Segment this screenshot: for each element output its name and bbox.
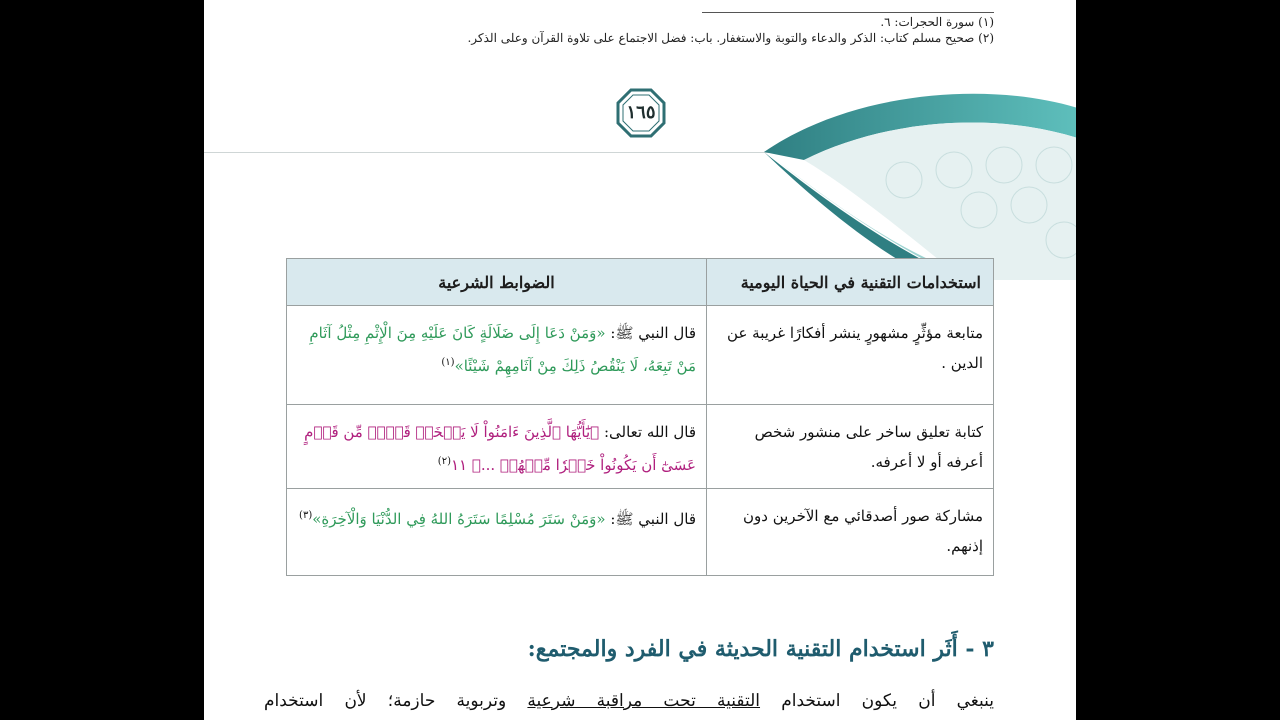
hadith-quote: «وَمَنْ دَعَا إِلَى ضَلَالَةٍ كَانَ عَلَيْهِ مِنَ الْإِثْمِ مِثْلُ آثَامِ مَنْ تَبِعَهُ، لَا يَنْقُصُ ذَلِكَ مِنْ آثَامِهِمْ شَيْئًا» — [309, 324, 696, 375]
body-text-end: وتربوية حازمة؛ لأن استخدام — [264, 691, 507, 711]
footnote-ref: (٣) — [299, 510, 313, 521]
hadith-quote: «وَمَنْ سَتَرَ مُسْلِمًا سَتَرَهُ اللهُ فِي الدُّنْيَا وَالْآخِرَةِ» — [312, 510, 606, 528]
table-row — [287, 489, 994, 576]
header-rules: الضوابط الشرعية — [287, 259, 707, 306]
usage-rules-table — [286, 258, 994, 576]
page-number: ١٦٥ — [626, 102, 656, 123]
table-row — [287, 306, 994, 405]
rule-cell — [287, 306, 707, 405]
footnote-2: (٢) صحيح مسلم كتاب: الذكر والدعاء والتوبة والاستغفار. باب: فضل الاجتماع على تلاوة القرآن وعلى الذكر. — [467, 31, 994, 45]
quran-quote: ﴿يَٰٓأَيُّهَا ٱلَّذِينَ ءَامَنُواْ لَا يَسۡخَرۡ قَوۡمٞ مِّن قَوۡمٍ عَسَىٰٓ أَن يَكُونُواْ خَيۡرٗا مِّنۡهُمۡ ...﴾ ١١ — [304, 423, 696, 474]
rule-intro: قال النبي ﷺ: — [610, 510, 696, 528]
header-usage: استخدامات التقنية في الحياة اليومية — [707, 259, 994, 306]
footnote-ref: (٢) — [437, 456, 451, 467]
rule-cell — [287, 405, 707, 489]
page-number-badge — [616, 88, 666, 138]
section-heading: ٣ - أَثَر استخدام التقنية الحديثة في الفرد والمجتمع: — [527, 636, 994, 662]
decorative-arch-icon — [764, 80, 1076, 280]
rule-intro: قال النبي ﷺ: — [610, 324, 696, 342]
footnote-1: (١) سورة الحجرات: ٦. — [880, 15, 994, 29]
body-text-start: ينبغي أن يكون استخدام — [781, 691, 995, 711]
body-text-underlined: التقنية تحت مراقبة شرعية — [527, 691, 761, 711]
usage-cell: كتابة تعليق ساخر على منشور شخص أعرفه أو لا أعرفه. — [707, 405, 994, 489]
usage-cell: متابعة مؤثِّرٍ مشهورٍ ينشر أفكارًا غريبة عن الدين . — [707, 306, 994, 405]
page-divider — [204, 152, 784, 153]
footnote-rule — [702, 12, 994, 13]
table-row — [287, 405, 994, 489]
footnotes — [244, 14, 994, 46]
table-header-row — [287, 259, 994, 306]
footnote-ref: (١) — [441, 357, 455, 368]
section-body — [264, 686, 994, 716]
usage-cell: مشاركة صور أصدقائي مع الآخرين دون إذنهم. — [707, 489, 994, 576]
rule-cell — [287, 489, 707, 576]
document-page — [204, 0, 1076, 720]
rule-intro: قال الله تعالى: — [603, 423, 696, 441]
